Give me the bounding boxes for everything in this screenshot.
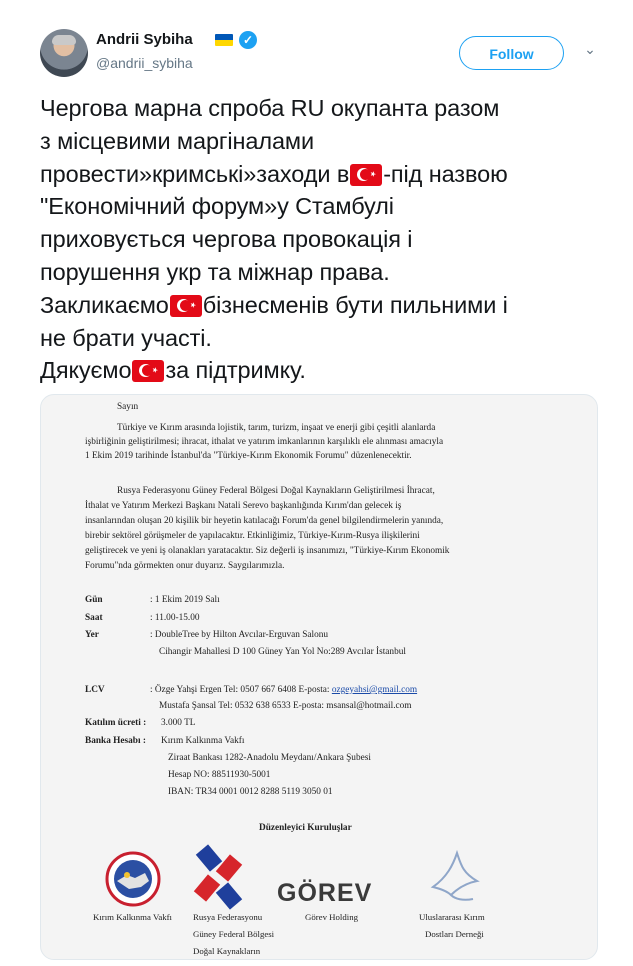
kirim-kalkinma-logo: [105, 851, 161, 907]
dove-logo-icon: [427, 847, 491, 909]
turkey-flag-icon: [170, 295, 202, 317]
tweet-line: Дякуємо: [40, 357, 132, 384]
doc-value: [150, 684, 417, 697]
doc-label: Saat: [85, 613, 103, 623]
org-caption: Görev Holding: [305, 912, 359, 922]
organizers-title: Düzenleyici Kuruluşlar: [259, 823, 352, 833]
doc-line: Türkiye ve Kırım arasında lojistik, tarım, turizm, inşaat ve enerji gibi çeşitli alanlarda: [117, 423, 436, 433]
tweet-line: за підтримку.: [165, 357, 306, 384]
tweet-line: з місцевими маргіналами: [40, 127, 315, 154]
tweet-line: бізнесменів бути пильними і: [202, 291, 508, 318]
gorev-logo: GÖREV: [277, 879, 373, 907]
org-caption: Dostları Derneği: [425, 929, 484, 939]
user-handle[interactable]: @andrii_sybiha: [96, 55, 193, 71]
user-name[interactable]: Andrii Sybiha: [96, 31, 193, 48]
doc-value: Mustafa Şansal Tel: 0532 638 6533 E-posta: msansal@hotmail.com: [159, 701, 412, 711]
org-caption: Uluslararası Kırım: [419, 912, 485, 922]
tweet-line: порушення укр та міжнар права.: [40, 258, 390, 285]
doc-line: işbirliğinin geliştirilmesi; ihracat, ithalat ve yatırım imkanlarının karşılıklı ele alınması amacıyla: [85, 437, 444, 447]
tweet-line: "Економічний форум»у Стамбулі: [40, 193, 394, 220]
doc-label: Yer: [85, 630, 99, 640]
doc-value: Kırım Kalkınma Vakfı: [161, 736, 245, 746]
doc-line: 1 Ekim 2019 tarihinde İstanbul'da "Türkiye-Kırım Ekonomik Forumu" düzenlenecektir.: [85, 451, 412, 461]
ukraine-flag-icon: [215, 34, 233, 46]
invitation-document: [41, 395, 597, 959]
doc-line: birebir sektörel görüşmeler de yapılacaktır. Etkinliğimiz, Türkiye-Kırım-Rusya ilişkilerini: [85, 531, 420, 541]
tweet-text: [40, 92, 610, 387]
doc-value: IBAN: TR34 0001 0012 8288 5119 3050 01: [168, 787, 333, 797]
doc-line: insanlarından oluşan 20 kişilik bir heyetin katılacağı Forum'da genel bilgilendirmelerin yanında,: [85, 516, 444, 526]
doc-value: Ziraat Bankası 1282-Anadolu Meydanı/Ankara Şubesi: [168, 753, 371, 763]
email-link: ozgeyahsi@gmail.com: [331, 685, 418, 695]
doc-line: İthalat ve Yatırım Merkezi Başkanı Natali Serevo başkanlığında Kırım'dan gelecek iş: [85, 501, 402, 511]
follow-button[interactable]: Follow: [459, 36, 564, 70]
tweet-header: [0, 0, 633, 90]
tweet-line: не брати участі.: [40, 324, 212, 351]
doc-line: geliştirecek ve yeni iş olanakları yaratacaktır. Siz değerli iş insanımızı, "Türkiye-Kırım Ekonomik: [85, 546, 450, 556]
tweet-line: приховується чергова провокація і: [40, 226, 413, 253]
doc-value: 3.000 TL: [161, 718, 196, 728]
tweet-line: -під назвою: [383, 160, 508, 187]
avatar[interactable]: [40, 29, 88, 77]
doc-value: Hesap NO: 88511930-5001: [168, 770, 271, 780]
doc-value: : 1 Ekim 2019 Salı: [150, 595, 220, 605]
doc-value: : DoubleTree by Hilton Avcılar-Erguvan Salonu: [150, 630, 329, 640]
tweet-line: Закликаємо: [40, 291, 169, 318]
doc-value: : 11.00-15.00: [150, 613, 200, 623]
doc-value: Cihangir Mahallesi D 100 Güney Yan Yol No:289 Avcılar İstanbul: [159, 647, 406, 657]
org-caption: Rusya Federasyonu: [193, 912, 263, 922]
doc-label: Gün: [85, 595, 103, 605]
doc-line: Forumu"nda görmekten onur duyarız. Saygılarımızla.: [85, 561, 285, 571]
chevron-down-icon[interactable]: ⌄: [584, 41, 596, 57]
doc-label: Banka Hesabı :: [85, 736, 146, 746]
turkey-flag-icon: [132, 360, 164, 382]
org-caption: Kırım Kalkınma Vakfı: [93, 912, 172, 922]
doc-label: Katılım ücreti :: [85, 718, 147, 728]
tweet-line: Чергова марна спроба RU окупанта разом: [40, 95, 500, 121]
tweet-line: провести»кримські»заходи в: [40, 160, 350, 187]
org-caption: Doğal Kaynakların: [193, 946, 261, 956]
doc-label: LCV: [85, 685, 105, 695]
doc-value: : Özge Yahşi Ergen Tel: 0507 667 6408 E-posta:: [150, 685, 332, 695]
tweet-image[interactable]: [40, 394, 598, 960]
org-caption: Güney Federal Bölgesi: [193, 929, 275, 939]
doc-salutation: Sayın: [117, 402, 139, 412]
verified-badge-icon: ✓: [239, 31, 257, 49]
doc-line: Rusya Federasyonu Güney Federal Bölgesi Doğal Kaynakların Geliştirilmesi İhracat,: [117, 486, 435, 496]
turkey-flag-icon: [350, 164, 382, 186]
rusya-federasyonu-logo: [193, 843, 245, 913]
